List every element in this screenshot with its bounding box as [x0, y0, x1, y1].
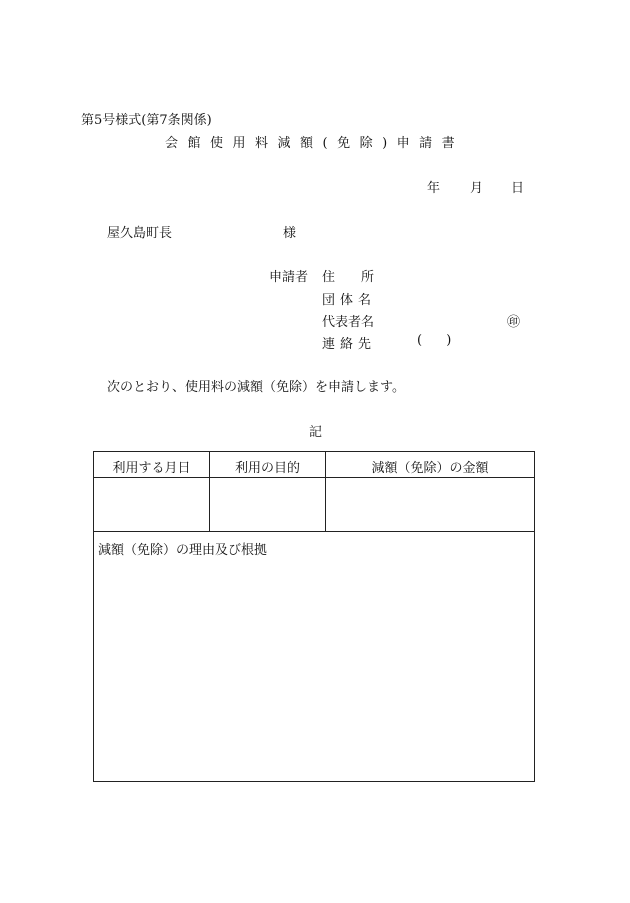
representative-label: 代表者名: [322, 315, 375, 330]
date-month-label: 月: [470, 181, 484, 196]
intro-text: 次のとおり、使用料の減額（免除）を申請します。: [107, 380, 405, 395]
form-number: 第5号様式(第7条関係): [81, 113, 212, 128]
date-day-label: 日: [511, 181, 525, 196]
document-title: 会館使用料減額(免除)申請書: [165, 136, 465, 151]
group-name-label: 団体名: [322, 293, 377, 308]
date-year-label: 年: [427, 181, 441, 196]
header-usage-date: 利用する月日: [112, 461, 191, 476]
table-divider: [94, 477, 534, 478]
addressee: 屋久島町長: [107, 226, 173, 241]
header-reduction-amount: 減額（免除）の金額: [371, 461, 489, 476]
honorific: 様: [283, 226, 297, 241]
reason-label: 減額（免除）の理由及び根拠: [98, 543, 268, 558]
contact-parens: ( ): [417, 333, 462, 348]
applicant-label: 申請者: [269, 270, 309, 285]
table-divider: [94, 531, 534, 532]
seal-icon: ㊞: [507, 315, 521, 330]
header-usage-purpose: 利用の目的: [234, 461, 300, 476]
application-table: [93, 451, 535, 782]
contact-label: 連絡先: [322, 337, 377, 352]
address-label: 住所: [322, 270, 401, 285]
ki-label: 記: [309, 425, 323, 440]
